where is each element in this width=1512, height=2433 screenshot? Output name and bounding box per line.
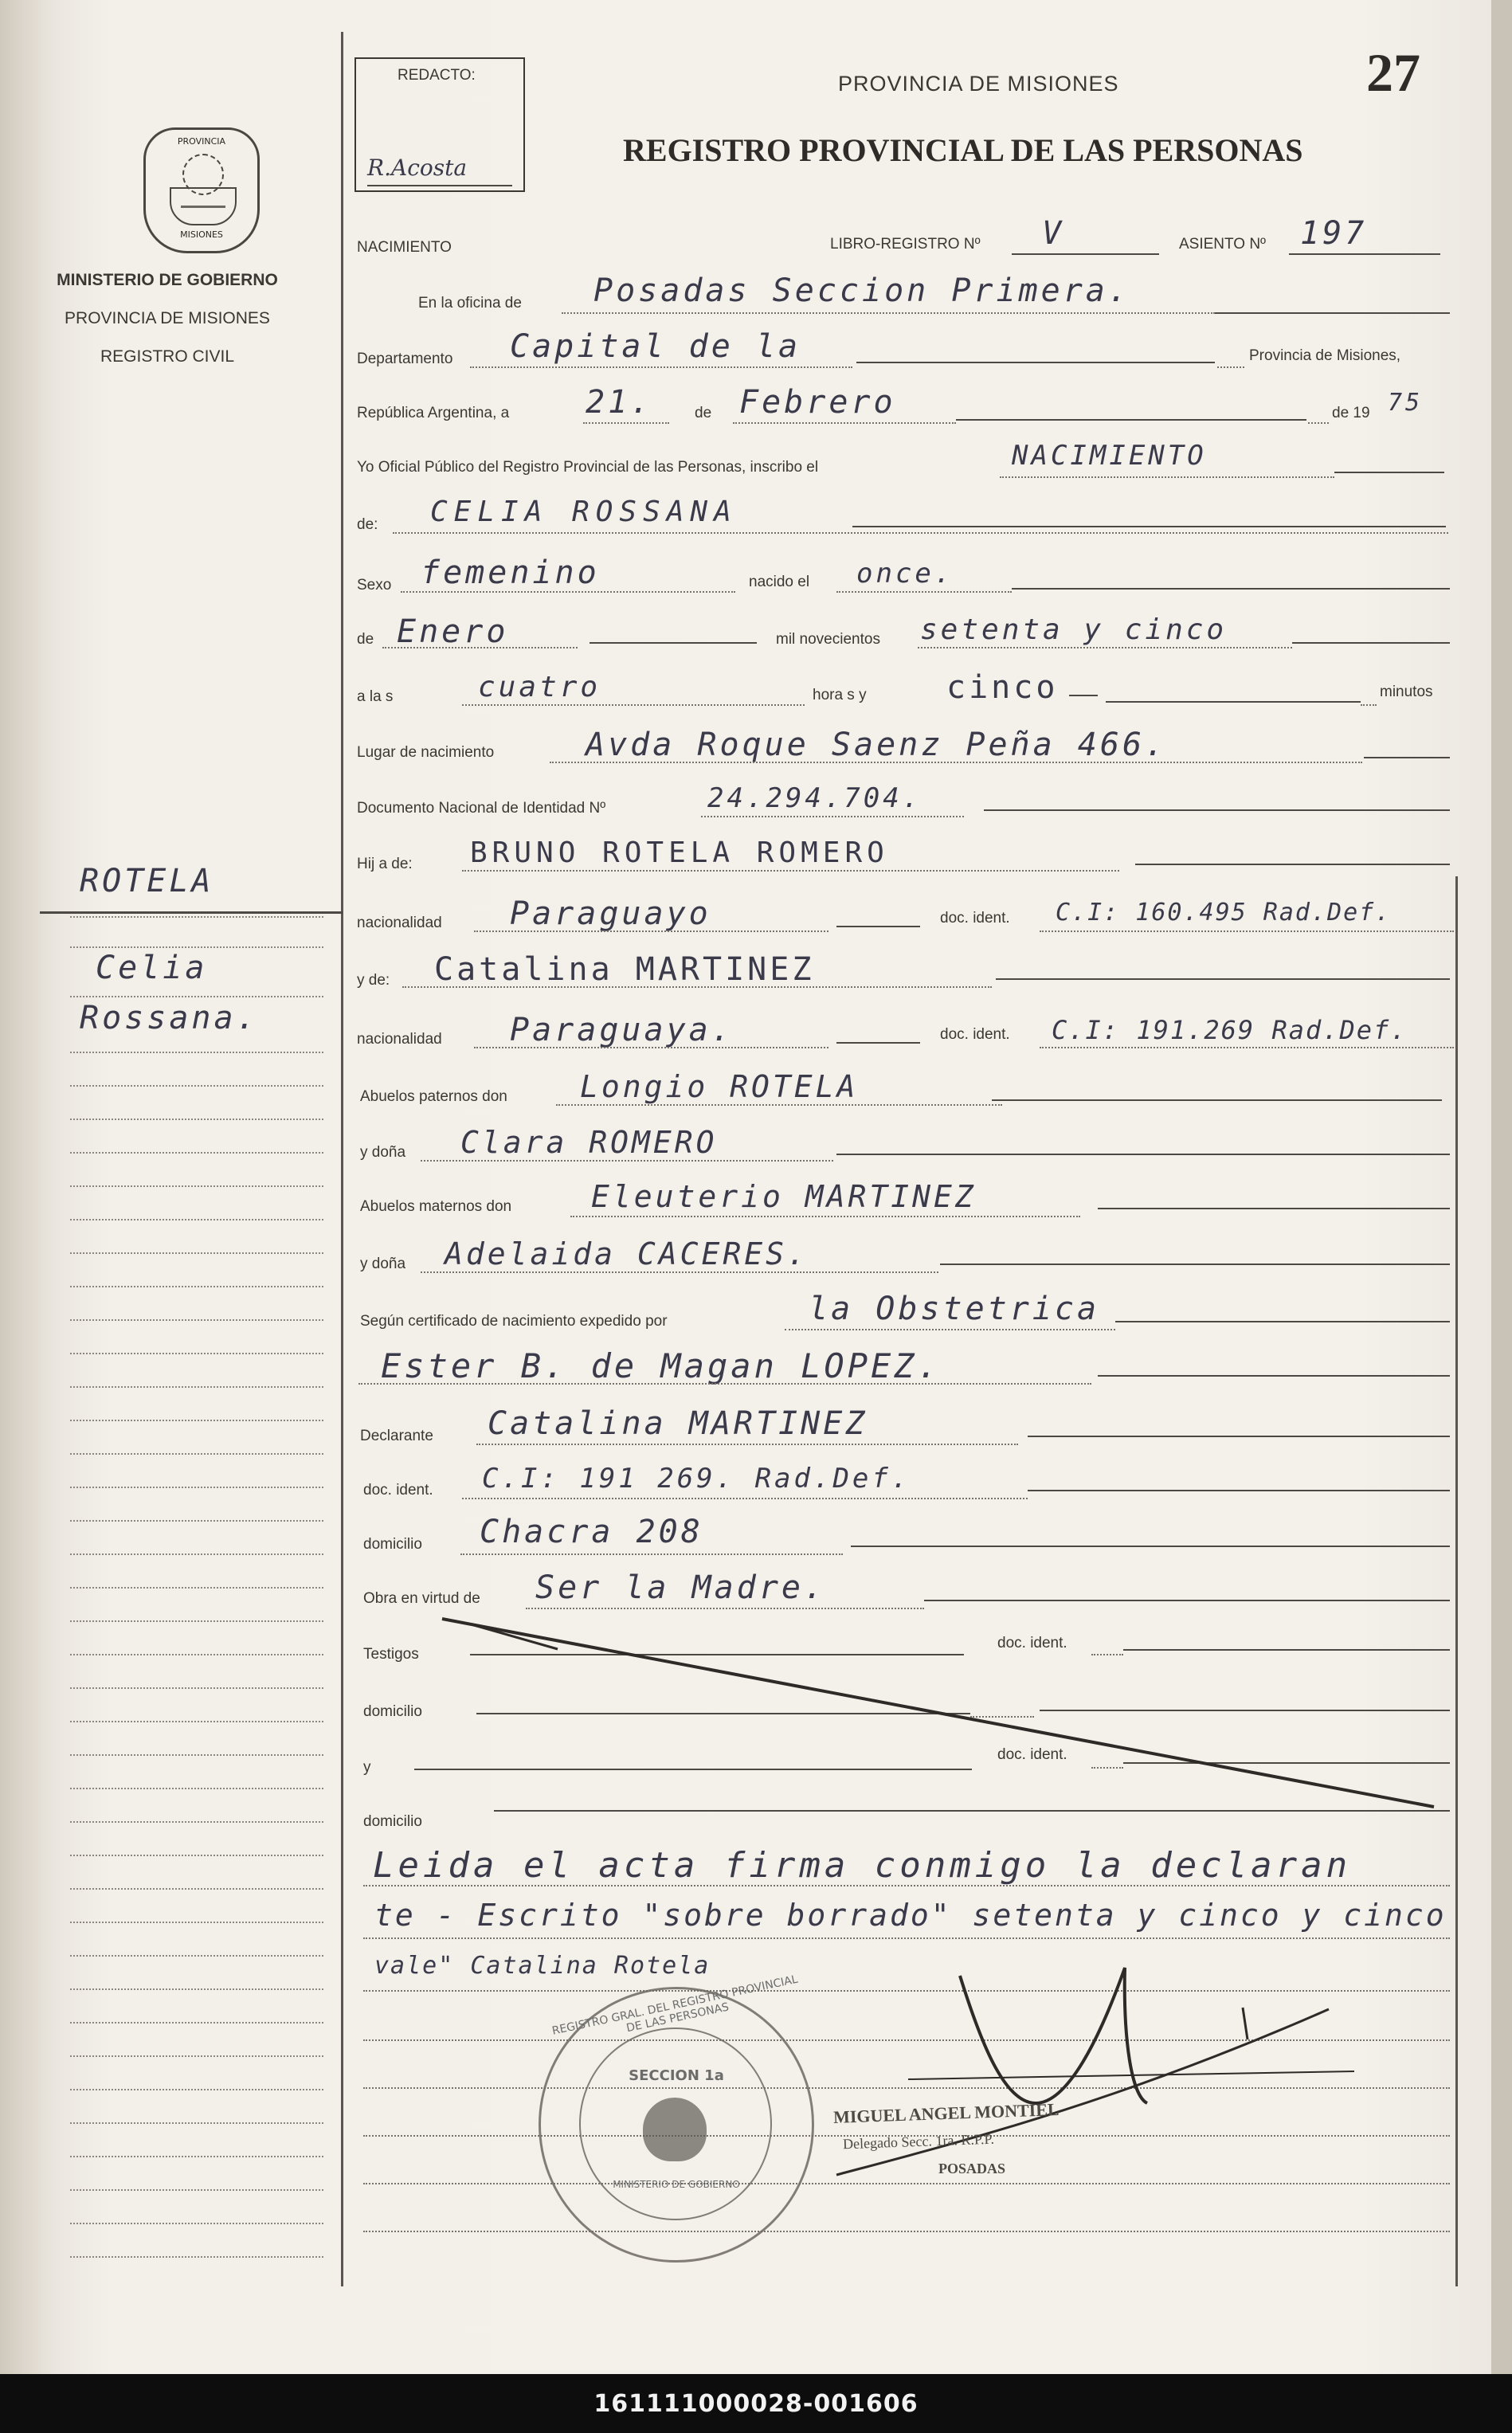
redacto-value: R.Acosta	[367, 155, 468, 181]
republica-label: República Argentina, a	[357, 405, 510, 421]
mother-value: Catalina MARTINEZ	[434, 951, 815, 988]
yde-label: y de:	[357, 972, 390, 989]
minutos-label: minutos	[1380, 684, 1433, 700]
redacto-label: REDACTO:	[398, 67, 476, 84]
note-line2: te - Escrito "sobre borrado" setenta y cinco y cinco	[374, 1898, 1447, 1933]
sexo-label: Sexo	[357, 577, 392, 594]
docident1-label: doc. ident.	[940, 910, 1010, 927]
day-value: 21.	[586, 384, 653, 421]
horas-label: hora s y	[813, 687, 867, 703]
year-label: de 19	[1332, 405, 1370, 421]
nacido-label: nacido el	[749, 574, 810, 590]
ab-mat2-value: Adelaida CACERES.	[445, 1236, 809, 1271]
stamp-ring-text: REGISTRO GRAL. DEL REGISTRO PROVINCIAL DE LAS PERSONAS	[550, 1973, 800, 2038]
declarante-doc-value: C.I: 191 269. Rad.Def.	[482, 1463, 911, 1495]
obra-value: Ser la Madre.	[535, 1569, 827, 1606]
ab-pat-value: Longio ROTELA	[580, 1069, 859, 1104]
ydona2-label: y doña	[360, 1256, 406, 1272]
margin-surname: ROTELA	[80, 863, 214, 899]
sexo-value: femenino	[421, 554, 600, 591]
oficina-value: Posadas Seccion Primera.	[593, 272, 1130, 309]
name-value: CELIA ROSSANA	[430, 496, 738, 528]
departamento-label: Departamento	[357, 351, 453, 367]
stamp-sub-text: MINISTERIO DE GOBIERNO	[613, 2179, 740, 2190]
obra-label: Obra en virtud de	[363, 1590, 480, 1607]
asiento-value: 197	[1300, 215, 1368, 252]
domicilio2-label: domicilio	[363, 1703, 422, 1720]
month-birth-value: Enero	[397, 613, 509, 650]
page-number: 27	[1366, 42, 1420, 103]
provincia-suffix: Provincia de Misiones,	[1249, 347, 1401, 364]
margin-given2: Rossana.	[80, 1000, 259, 1036]
officer-role: Delegado Secc. 1ra. R.P.P.	[842, 2130, 995, 2153]
segun-label: Según certificado de nacimiento expedido por	[360, 1313, 668, 1330]
mil-value: setenta y cinco	[920, 613, 1228, 646]
departamento-value: Capital de la	[510, 328, 801, 365]
hora-value: cuatro	[478, 671, 601, 703]
oficial-value: NACIMIENTO	[1012, 440, 1207, 472]
y-label: y	[363, 1759, 371, 1776]
oficina-label: En la oficina de	[418, 295, 522, 311]
lugar-label: Lugar de nacimiento	[357, 744, 495, 761]
note-line3: vale" Catalina Rotela	[374, 1952, 711, 1980]
year-value: 75	[1388, 389, 1424, 417]
stamp-inner-text: SECCION 1a	[629, 2067, 724, 2084]
docident2-label: doc. ident.	[940, 1026, 1010, 1043]
domicilio3-label: domicilio	[363, 1813, 422, 1830]
nac1-value: Paraguayo	[510, 895, 711, 932]
ministry-line2: PROVINCIA DE MISIONES	[65, 309, 270, 327]
header-title: REGISTRO PROVINCIAL DE LAS PERSONAS	[623, 132, 1303, 168]
dni-value: 24.294.704.	[707, 782, 922, 814]
mil-label: mil novecientos	[776, 631, 880, 648]
margin-given1: Celia	[96, 950, 208, 986]
nac2-label: nacionalidad	[357, 1031, 442, 1048]
libro-value: V	[1042, 215, 1065, 252]
seal-top-text: PROVINCIA	[177, 136, 226, 147]
ministry-line3: REGISTRO CIVIL	[100, 347, 235, 366]
testigos-label: Testigos	[363, 1646, 419, 1663]
month-value: Febrero	[739, 384, 896, 421]
segun-value: la Obstetrica	[809, 1291, 1100, 1327]
y-docident-label: doc. ident.	[997, 1746, 1067, 1763]
nacido-value: once.	[856, 558, 954, 590]
ab-mat-label: Abuelos maternos don	[360, 1198, 512, 1215]
testigos-docident-label: doc. ident.	[997, 1635, 1067, 1651]
footer-strip	[0, 2374, 1512, 2433]
officer-city: POSADAS	[938, 2161, 1006, 2176]
nac1-label: nacionalidad	[357, 915, 442, 931]
declarante-value: Catalina MARTINEZ	[488, 1405, 868, 1442]
domicilio-label: domicilio	[363, 1536, 422, 1553]
ministry-line1: MINISTERIO DE GOBIERNO	[57, 271, 278, 289]
docident-decl-label: doc. ident.	[363, 1482, 433, 1499]
nac2-value: Paraguaya.	[510, 1012, 734, 1048]
ab-pat-label: Abuelos paternos don	[360, 1088, 507, 1105]
hij-label: Hij a de:	[357, 856, 413, 872]
segun-value2: Ester B. de Magan LOPEZ.	[381, 1346, 941, 1385]
doc1-value: C.I: 160.495 Rad.Def.	[1056, 899, 1392, 927]
min-value: cinco	[946, 669, 1059, 706]
record-type-label: NACIMIENTO	[357, 239, 452, 256]
officer-name: MIGUEL ANGEL MONTIEL	[832, 2099, 1060, 2127]
declarante-label: Declarante	[360, 1428, 433, 1444]
header-province: PROVINCIA DE MISIONES	[838, 72, 1119, 96]
de-name-label: de:	[357, 516, 378, 533]
libro-label: LIBRO-REGISTRO Nº	[830, 236, 981, 253]
dni-label: Documento Nacional de Identidad Nº	[357, 800, 606, 817]
de2-label: de	[357, 631, 374, 648]
note-line1: Leida el acta firma conmigo la declaran	[373, 1845, 1352, 1886]
lugar-value: Avda Roque Saenz Peña 466.	[586, 727, 1168, 763]
ab-mat-value: Eleuterio MARTINEZ	[591, 1179, 977, 1214]
asiento-label: ASIENTO Nº	[1179, 236, 1266, 253]
father-value: BRUNO ROTELA ROMERO	[470, 836, 889, 869]
domicilio-value: Chacra 208	[480, 1514, 703, 1550]
doc2-value: C.I: 191.269 Rad.Def.	[1052, 1015, 1408, 1045]
de-label: de	[695, 405, 712, 421]
ydona1-label: y doña	[360, 1144, 406, 1161]
oficial-label: Yo Oficial Público del Registro Provincial de las Personas, inscribo el	[357, 459, 819, 476]
ab-pat2-value: Clara ROMERO	[460, 1125, 718, 1160]
seal-bottom-text: MISIONES	[180, 229, 223, 240]
alas-label: a la s	[357, 688, 394, 705]
footer-id: 161111000028-001606	[593, 2390, 919, 2418]
